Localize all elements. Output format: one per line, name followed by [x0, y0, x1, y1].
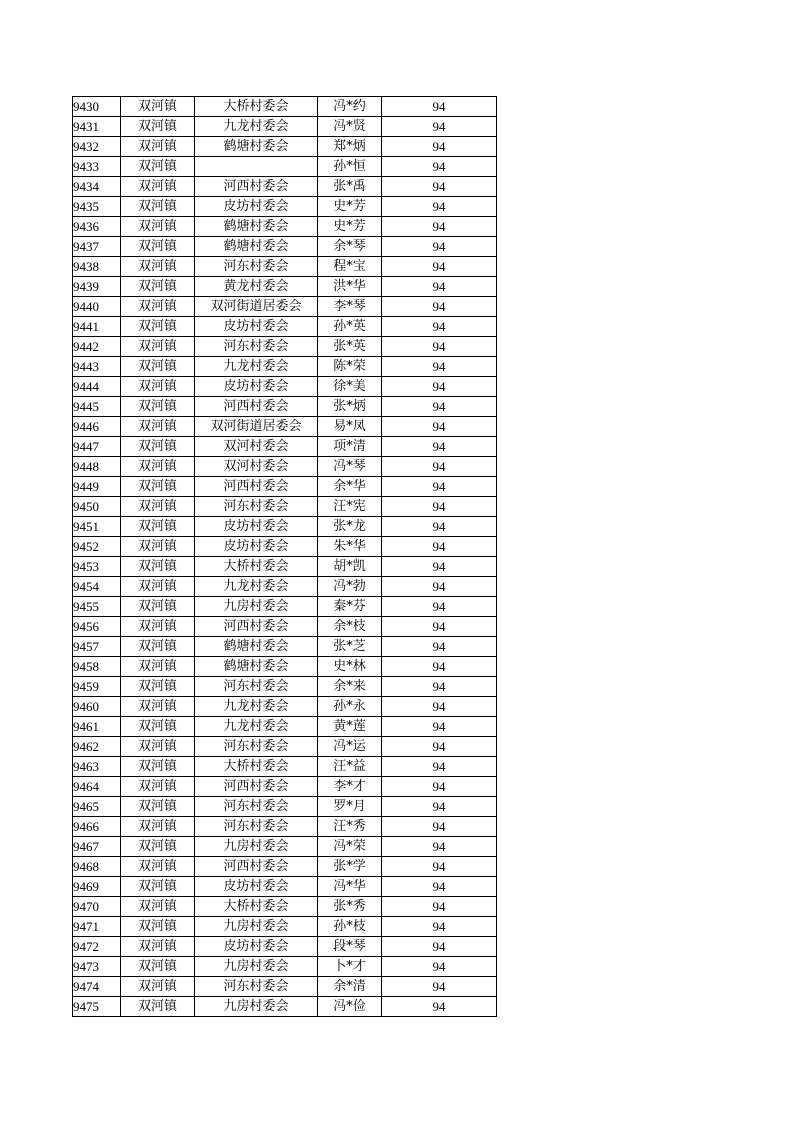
score-cell: 94 — [382, 97, 497, 117]
row-number-cell: 9472 — [73, 937, 121, 957]
person-name-cell: 冯*贤 — [318, 117, 382, 137]
table-row — [73, 497, 497, 517]
village-cell: 双河街道居委会 — [195, 297, 318, 317]
town-cell: 双河镇 — [121, 977, 195, 997]
village-cell: 双河街道居委会 — [195, 417, 318, 437]
town-cell: 双河镇 — [121, 957, 195, 977]
village-cell: 皮坊村委会 — [195, 517, 318, 537]
score-cell: 94 — [382, 957, 497, 977]
village-cell: 河西村委会 — [195, 857, 318, 877]
table-row — [73, 677, 497, 697]
row-number-cell: 9473 — [73, 957, 121, 977]
score-cell: 94 — [382, 617, 497, 637]
town-cell: 双河镇 — [121, 537, 195, 557]
town-cell: 双河镇 — [121, 317, 195, 337]
village-cell: 黄龙村委会 — [195, 277, 318, 297]
person-name-cell: 张*龙 — [318, 517, 382, 537]
row-number-cell: 9445 — [73, 397, 121, 417]
town-cell: 双河镇 — [121, 517, 195, 537]
table-row — [73, 717, 497, 737]
town-cell: 双河镇 — [121, 157, 195, 177]
table-row — [73, 837, 497, 857]
town-cell: 双河镇 — [121, 677, 195, 697]
score-cell: 94 — [382, 137, 497, 157]
person-name-cell: 程*宝 — [318, 257, 382, 277]
person-name-cell: 朱*华 — [318, 537, 382, 557]
row-number-cell: 9467 — [73, 837, 121, 857]
row-number-cell: 9461 — [73, 717, 121, 737]
row-number-cell: 9448 — [73, 457, 121, 477]
score-cell: 94 — [382, 777, 497, 797]
person-name-cell: 冯*俭 — [318, 997, 382, 1017]
person-name-cell: 余*琴 — [318, 237, 382, 257]
person-name-cell: 卜*才 — [318, 957, 382, 977]
row-number-cell: 9456 — [73, 617, 121, 637]
table-row — [73, 577, 497, 597]
village-cell: 九龙村委会 — [195, 697, 318, 717]
person-name-cell: 孙*恒 — [318, 157, 382, 177]
village-cell: 河东村委会 — [195, 737, 318, 757]
town-cell: 双河镇 — [121, 557, 195, 577]
row-number-cell: 9437 — [73, 237, 121, 257]
table-row — [73, 257, 497, 277]
person-name-cell: 余*来 — [318, 677, 382, 697]
town-cell: 双河镇 — [121, 737, 195, 757]
town-cell: 双河镇 — [121, 917, 195, 937]
person-name-cell: 史*林 — [318, 657, 382, 677]
village-cell: 河东村委会 — [195, 817, 318, 837]
town-cell: 双河镇 — [121, 457, 195, 477]
row-number-cell: 9457 — [73, 637, 121, 657]
table-row — [73, 937, 497, 957]
person-name-cell: 孙*枝 — [318, 917, 382, 937]
table-row — [73, 337, 497, 357]
row-number-cell: 9468 — [73, 857, 121, 877]
score-cell: 94 — [382, 657, 497, 677]
row-number-cell: 9439 — [73, 277, 121, 297]
town-cell: 双河镇 — [121, 377, 195, 397]
score-cell: 94 — [382, 677, 497, 697]
village-cell: 河西村委会 — [195, 397, 318, 417]
row-number-cell: 9470 — [73, 897, 121, 917]
person-name-cell: 余*枝 — [318, 617, 382, 637]
row-number-cell: 9469 — [73, 877, 121, 897]
village-cell: 河东村委会 — [195, 977, 318, 997]
town-cell: 双河镇 — [121, 637, 195, 657]
town-cell: 双河镇 — [121, 117, 195, 137]
village-cell: 九龙村委会 — [195, 117, 318, 137]
village-cell: 河东村委会 — [195, 677, 318, 697]
row-number-cell: 9460 — [73, 697, 121, 717]
village-cell: 皮坊村委会 — [195, 197, 318, 217]
person-name-cell: 余*华 — [318, 477, 382, 497]
row-number-cell: 9450 — [73, 497, 121, 517]
town-cell: 双河镇 — [121, 397, 195, 417]
person-name-cell: 冯*约 — [318, 97, 382, 117]
village-cell: 河东村委会 — [195, 497, 318, 517]
person-name-cell: 冯*勃 — [318, 577, 382, 597]
town-cell: 双河镇 — [121, 437, 195, 457]
person-name-cell: 李*才 — [318, 777, 382, 797]
table-row — [73, 197, 497, 217]
village-cell: 皮坊村委会 — [195, 317, 318, 337]
score-cell: 94 — [382, 697, 497, 717]
row-number-cell: 9464 — [73, 777, 121, 797]
roster-table — [72, 96, 497, 1017]
village-cell: 九房村委会 — [195, 837, 318, 857]
village-cell: 河东村委会 — [195, 257, 318, 277]
town-cell: 双河镇 — [121, 357, 195, 377]
town-cell: 双河镇 — [121, 337, 195, 357]
row-number-cell: 9431 — [73, 117, 121, 137]
town-cell: 双河镇 — [121, 837, 195, 857]
score-cell: 94 — [382, 257, 497, 277]
score-cell: 94 — [382, 557, 497, 577]
table-row — [73, 957, 497, 977]
town-cell: 双河镇 — [121, 477, 195, 497]
row-number-cell: 9438 — [73, 257, 121, 277]
village-cell: 九房村委会 — [195, 997, 318, 1017]
table-row — [73, 157, 497, 177]
table-row — [73, 797, 497, 817]
town-cell: 双河镇 — [121, 257, 195, 277]
person-name-cell: 孙*英 — [318, 317, 382, 337]
score-cell: 94 — [382, 297, 497, 317]
village-cell: 大桥村委会 — [195, 557, 318, 577]
score-cell: 94 — [382, 177, 497, 197]
town-cell: 双河镇 — [121, 697, 195, 717]
score-cell: 94 — [382, 997, 497, 1017]
row-number-cell: 9471 — [73, 917, 121, 937]
village-cell: 河东村委会 — [195, 337, 318, 357]
row-number-cell: 9446 — [73, 417, 121, 437]
score-cell: 94 — [382, 477, 497, 497]
town-cell: 双河镇 — [121, 877, 195, 897]
village-cell: 双河村委会 — [195, 457, 318, 477]
town-cell: 双河镇 — [121, 277, 195, 297]
town-cell: 双河镇 — [121, 197, 195, 217]
score-cell: 94 — [382, 197, 497, 217]
score-cell: 94 — [382, 917, 497, 937]
row-number-cell: 9465 — [73, 797, 121, 817]
row-number-cell: 9451 — [73, 517, 121, 537]
score-cell: 94 — [382, 857, 497, 877]
score-cell: 94 — [382, 157, 497, 177]
table-row — [73, 137, 497, 157]
person-name-cell: 罗*月 — [318, 797, 382, 817]
table-row — [73, 277, 497, 297]
person-name-cell: 易*凤 — [318, 417, 382, 437]
town-cell: 双河镇 — [121, 97, 195, 117]
table-row — [73, 237, 497, 257]
table-row — [73, 397, 497, 417]
score-cell: 94 — [382, 597, 497, 617]
town-cell: 双河镇 — [121, 717, 195, 737]
village-cell: 河东村委会 — [195, 797, 318, 817]
person-name-cell: 陈*荣 — [318, 357, 382, 377]
person-name-cell: 冯*荣 — [318, 837, 382, 857]
village-cell: 鹤塘村委会 — [195, 237, 318, 257]
table-row — [73, 517, 497, 537]
person-name-cell: 段*琴 — [318, 937, 382, 957]
row-number-cell: 9444 — [73, 377, 121, 397]
table-row — [73, 857, 497, 877]
person-name-cell: 冯*运 — [318, 737, 382, 757]
table-row — [73, 437, 497, 457]
table-row — [73, 617, 497, 637]
score-cell: 94 — [382, 837, 497, 857]
score-cell: 94 — [382, 277, 497, 297]
person-name-cell: 黄*莲 — [318, 717, 382, 737]
table-row — [73, 997, 497, 1017]
village-cell: 鹤塘村委会 — [195, 217, 318, 237]
table-row — [73, 657, 497, 677]
village-cell: 皮坊村委会 — [195, 877, 318, 897]
table-row — [73, 537, 497, 557]
village-cell: 九龙村委会 — [195, 577, 318, 597]
town-cell: 双河镇 — [121, 937, 195, 957]
row-number-cell: 9435 — [73, 197, 121, 217]
score-cell: 94 — [382, 717, 497, 737]
table-row — [73, 917, 497, 937]
score-cell: 94 — [382, 537, 497, 557]
score-cell: 94 — [382, 737, 497, 757]
person-name-cell: 项*清 — [318, 437, 382, 457]
town-cell: 双河镇 — [121, 897, 195, 917]
town-cell: 双河镇 — [121, 997, 195, 1017]
person-name-cell: 余*清 — [318, 977, 382, 997]
score-cell: 94 — [382, 517, 497, 537]
table-row — [73, 557, 497, 577]
row-number-cell: 9462 — [73, 737, 121, 757]
town-cell: 双河镇 — [121, 597, 195, 617]
village-cell: 大桥村委会 — [195, 757, 318, 777]
row-number-cell: 9466 — [73, 817, 121, 837]
village-cell: 大桥村委会 — [195, 97, 318, 117]
table-row — [73, 97, 497, 117]
person-name-cell: 郑*炳 — [318, 137, 382, 157]
score-cell: 94 — [382, 817, 497, 837]
row-number-cell: 9447 — [73, 437, 121, 457]
score-cell: 94 — [382, 237, 497, 257]
row-number-cell: 9475 — [73, 997, 121, 1017]
score-cell: 94 — [382, 637, 497, 657]
row-number-cell: 9436 — [73, 217, 121, 237]
village-cell: 河西村委会 — [195, 177, 318, 197]
score-cell: 94 — [382, 217, 497, 237]
person-name-cell: 汪*秀 — [318, 817, 382, 837]
town-cell: 双河镇 — [121, 497, 195, 517]
row-number-cell: 9440 — [73, 297, 121, 317]
score-cell: 94 — [382, 417, 497, 437]
score-cell: 94 — [382, 437, 497, 457]
row-number-cell: 9458 — [73, 657, 121, 677]
town-cell: 双河镇 — [121, 617, 195, 637]
score-cell: 94 — [382, 377, 497, 397]
village-cell: 河西村委会 — [195, 777, 318, 797]
row-number-cell: 9455 — [73, 597, 121, 617]
person-name-cell: 秦*芬 — [318, 597, 382, 617]
table-row — [73, 417, 497, 437]
town-cell: 双河镇 — [121, 817, 195, 837]
row-number-cell: 9430 — [73, 97, 121, 117]
person-name-cell: 徐*美 — [318, 377, 382, 397]
person-name-cell: 孙*永 — [318, 697, 382, 717]
table-row — [73, 117, 497, 137]
town-cell: 双河镇 — [121, 577, 195, 597]
person-name-cell: 张*英 — [318, 337, 382, 357]
table-row — [73, 317, 497, 337]
score-cell: 94 — [382, 797, 497, 817]
village-cell: 皮坊村委会 — [195, 377, 318, 397]
village-cell: 九龙村委会 — [195, 717, 318, 737]
score-cell: 94 — [382, 897, 497, 917]
person-name-cell: 李*琴 — [318, 297, 382, 317]
score-cell: 94 — [382, 357, 497, 377]
person-name-cell: 张*秀 — [318, 897, 382, 917]
row-number-cell: 9452 — [73, 537, 121, 557]
village-cell: 鹤塘村委会 — [195, 657, 318, 677]
table-row — [73, 737, 497, 757]
row-number-cell: 9432 — [73, 137, 121, 157]
town-cell: 双河镇 — [121, 757, 195, 777]
row-number-cell: 9434 — [73, 177, 121, 197]
village-cell: 大桥村委会 — [195, 897, 318, 917]
score-cell: 94 — [382, 457, 497, 477]
score-cell: 94 — [382, 497, 497, 517]
row-number-cell: 9449 — [73, 477, 121, 497]
row-number-cell: 9442 — [73, 337, 121, 357]
town-cell: 双河镇 — [121, 137, 195, 157]
person-name-cell: 汪*益 — [318, 757, 382, 777]
row-number-cell: 9453 — [73, 557, 121, 577]
town-cell: 双河镇 — [121, 657, 195, 677]
village-cell: 河西村委会 — [195, 477, 318, 497]
village-cell: 河西村委会 — [195, 617, 318, 637]
person-name-cell: 张*炳 — [318, 397, 382, 417]
score-cell: 94 — [382, 977, 497, 997]
village-cell: 九房村委会 — [195, 597, 318, 617]
person-name-cell: 张*芝 — [318, 637, 382, 657]
row-number-cell: 9459 — [73, 677, 121, 697]
table-row — [73, 597, 497, 617]
row-number-cell: 9433 — [73, 157, 121, 177]
town-cell: 双河镇 — [121, 777, 195, 797]
town-cell: 双河镇 — [121, 417, 195, 437]
town-cell: 双河镇 — [121, 857, 195, 877]
table-row — [73, 697, 497, 717]
village-cell: 鹤塘村委会 — [195, 137, 318, 157]
score-cell: 94 — [382, 117, 497, 137]
person-name-cell: 汪*宪 — [318, 497, 382, 517]
roster-table-body — [73, 97, 497, 1017]
person-name-cell: 胡*凯 — [318, 557, 382, 577]
table-row — [73, 477, 497, 497]
table-row — [73, 377, 497, 397]
table-row — [73, 757, 497, 777]
table-row — [73, 877, 497, 897]
town-cell: 双河镇 — [121, 217, 195, 237]
score-cell: 94 — [382, 577, 497, 597]
table-row — [73, 357, 497, 377]
score-cell: 94 — [382, 937, 497, 957]
person-name-cell: 冯*华 — [318, 877, 382, 897]
score-cell: 94 — [382, 317, 497, 337]
table-row — [73, 817, 497, 837]
score-cell: 94 — [382, 397, 497, 417]
village-cell: 皮坊村委会 — [195, 937, 318, 957]
town-cell: 双河镇 — [121, 797, 195, 817]
person-name-cell: 张*学 — [318, 857, 382, 877]
table-row — [73, 177, 497, 197]
table-row — [73, 777, 497, 797]
table-row — [73, 637, 497, 657]
village-cell: 九房村委会 — [195, 917, 318, 937]
person-name-cell: 洪*华 — [318, 277, 382, 297]
table-row — [73, 977, 497, 997]
village-cell: 九房村委会 — [195, 957, 318, 977]
table-row — [73, 897, 497, 917]
village-cell: 双河村委会 — [195, 437, 318, 457]
village-cell: 九龙村委会 — [195, 357, 318, 377]
town-cell: 双河镇 — [121, 177, 195, 197]
person-name-cell: 张*禹 — [318, 177, 382, 197]
person-name-cell: 史*芳 — [318, 217, 382, 237]
score-cell: 94 — [382, 757, 497, 777]
village-cell: 皮坊村委会 — [195, 537, 318, 557]
table-row — [73, 297, 497, 317]
person-name-cell: 冯*琴 — [318, 457, 382, 477]
table-row — [73, 457, 497, 477]
score-cell: 94 — [382, 877, 497, 897]
person-name-cell: 史*芳 — [318, 197, 382, 217]
village-cell: 鹤塘村委会 — [195, 637, 318, 657]
row-number-cell: 9454 — [73, 577, 121, 597]
row-number-cell: 9463 — [73, 757, 121, 777]
village-cell — [195, 157, 318, 177]
table-row — [73, 217, 497, 237]
score-cell: 94 — [382, 337, 497, 357]
town-cell: 双河镇 — [121, 297, 195, 317]
row-number-cell: 9443 — [73, 357, 121, 377]
row-number-cell: 9441 — [73, 317, 121, 337]
town-cell: 双河镇 — [121, 237, 195, 257]
row-number-cell: 9474 — [73, 977, 121, 997]
